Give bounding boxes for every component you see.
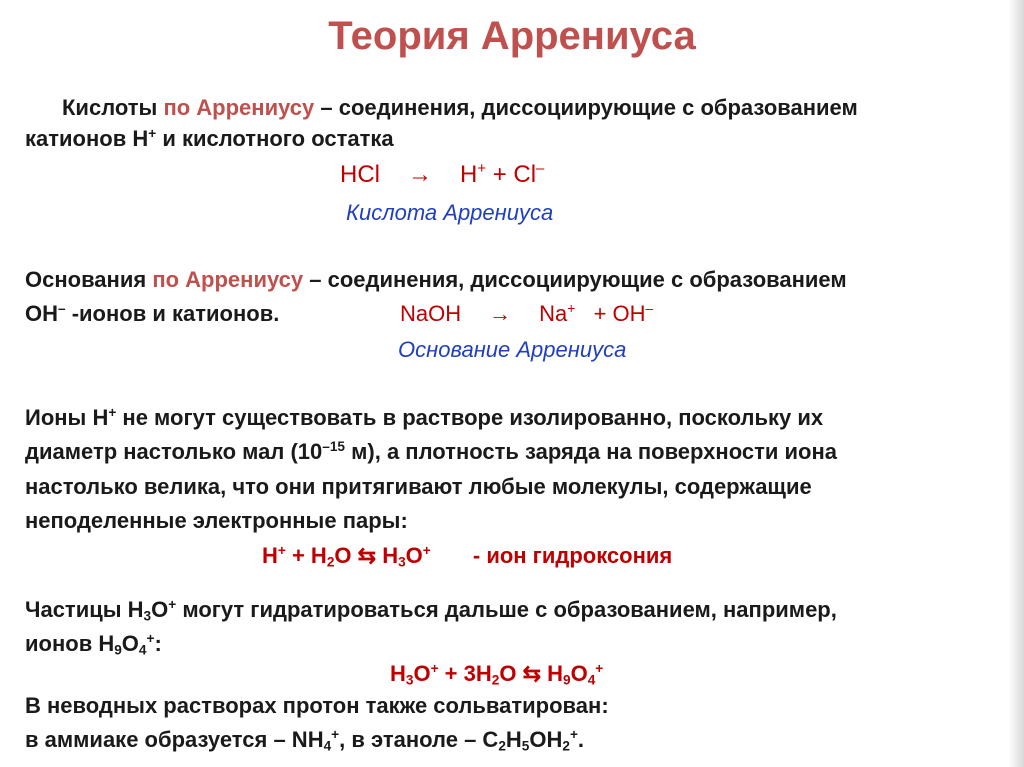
- equilibrium-arrow-icon: ⇆: [357, 543, 377, 568]
- acid-definition-line2: катионов H+ и кислотного остатка: [25, 125, 394, 151]
- equilibrium-arrow-icon: ⇆: [522, 661, 542, 686]
- ions-line4: неподеленные электронные пары:: [25, 508, 408, 533]
- arrow-icon: →: [489, 301, 512, 326]
- base-definition-line1: Основания по Аррениусу – соединения, диссоциирующие с образованием: [25, 267, 847, 292]
- hydration-equation: $H_3O^+ + 3H_2O$ ⇆ $H_9O_4^+$: [390, 660, 604, 688]
- arrow-icon: →: [408, 161, 432, 188]
- acid-arrhenius-highlight: по Аррениусу: [163, 95, 315, 120]
- base-arrhenius-highlight: по Аррениусу: [152, 267, 304, 292]
- hydronium-equation: $H^+ + H_2O$ ⇆ $H_3O^+$ - ион гидроксония: [262, 542, 673, 570]
- slide-title: Теория Аррениуса: [328, 14, 696, 58]
- nonaqueous-line2: в аммиаке образуется – $NH_4^+$, в этаноле – $C_2H_5OH_2^+$.: [25, 726, 585, 754]
- ions-line1: Ионы H+ не могут существовать в растворе изолированно, поскольку их: [25, 404, 824, 430]
- base-label: Основание Аррениуса: [398, 337, 627, 362]
- acid-label: Кислота Аррениуса: [346, 200, 554, 225]
- acid-equation: HCl → H+ + Cl–: [340, 161, 545, 188]
- base-equation: NaOH → Na+ + OH–: [400, 300, 654, 326]
- nonaqueous-line1: В неводных растворах протон также сольватирован:: [25, 693, 609, 718]
- slide-edge-shade: [1008, 0, 1024, 767]
- acid-definition-line1: Кислоты по Аррениусу – соединения, диссоциирующие с образованием: [62, 95, 858, 120]
- base-definition-line2: OH– -ионов и катионов.: [25, 300, 280, 326]
- particles-line2: ионов $H_9O_4^+$:: [25, 630, 162, 658]
- particles-line1: Частицы $H_3O^+$ могут гидратироваться дальше с образованием, например,: [25, 596, 837, 624]
- ions-line2: диаметр настолько мал ($10^{-15}$ м), а плотность заряда на поверхности иона: [25, 438, 837, 464]
- ions-line3: настолько велика, что они притягивают любые молекулы, содержащие: [25, 474, 812, 499]
- hydronium-label: - ион гидроксония: [472, 543, 673, 568]
